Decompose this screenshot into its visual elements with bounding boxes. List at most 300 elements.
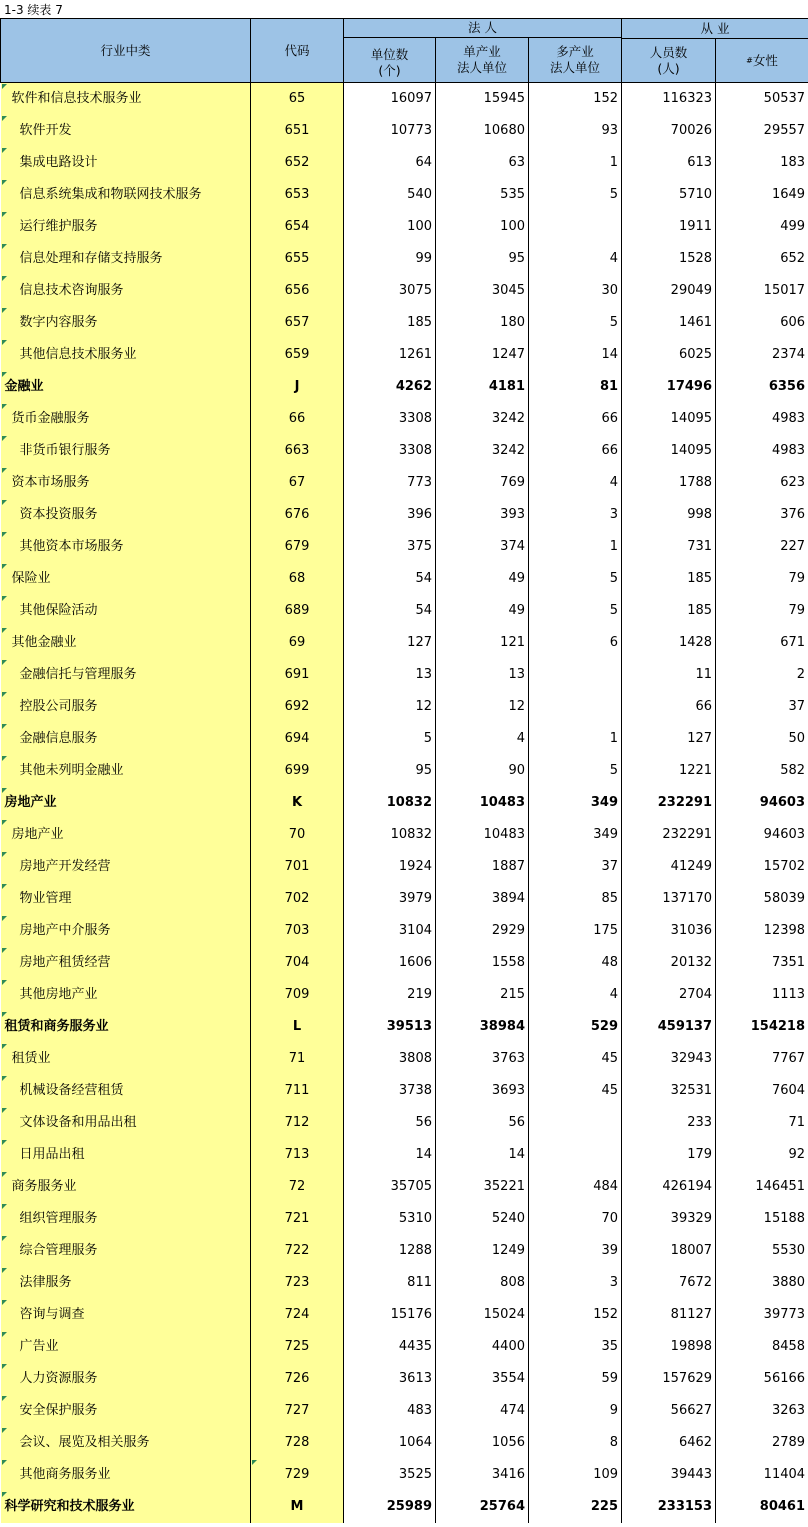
header-female-mark: # <box>746 55 753 65</box>
header-employees-group <box>622 19 808 83</box>
cell-industry: 人力资源服务 <box>1 1363 251 1395</box>
cell-employees: 17496 <box>622 371 716 403</box>
cell-code: 66 <box>251 403 344 435</box>
cell-single-industry: 49 <box>436 563 529 595</box>
cell-female: 94603 <box>716 787 808 819</box>
cell-legal-units: 375 <box>344 531 436 563</box>
table-row <box>1 531 808 563</box>
cell-female: 183 <box>716 147 808 179</box>
cell-legal-units: 10832 <box>344 819 436 851</box>
cell-female: 15188 <box>716 1203 808 1235</box>
cell-code: 65 <box>251 83 344 116</box>
cell-code: 694 <box>251 723 344 755</box>
cell-legal-units: 54 <box>344 595 436 627</box>
cell-code: L <box>251 1011 344 1043</box>
cell-multi-industry: 349 <box>529 819 622 851</box>
cell-industry: 信息技术咨询服务 <box>1 275 251 307</box>
cell-employees: 1461 <box>622 307 716 339</box>
cell-code: 713 <box>251 1139 344 1171</box>
cell-multi-industry: 70 <box>529 1203 622 1235</box>
cell-single-industry: 90 <box>436 755 529 787</box>
cell-multi-industry: 8 <box>529 1427 622 1459</box>
cell-legal-units: 64 <box>344 147 436 179</box>
cell-industry: 会议、展览及相关服务 <box>1 1427 251 1459</box>
cell-legal-units: 35705 <box>344 1171 436 1203</box>
table-row <box>1 1235 808 1267</box>
cell-code: 727 <box>251 1395 344 1427</box>
cell-single-industry: 769 <box>436 467 529 499</box>
table-row <box>1 115 808 147</box>
cell-legal-units: 10773 <box>344 115 436 147</box>
cell-code: M <box>251 1491 344 1523</box>
cell-female: 50537 <box>716 83 808 116</box>
cell-multi-industry: 1 <box>529 531 622 563</box>
cell-female: 29557 <box>716 115 808 147</box>
cell-multi-industry: 5 <box>529 563 622 595</box>
table-row <box>1 1331 808 1363</box>
cell-multi-industry: 3 <box>529 499 622 531</box>
cell-single-industry: 121 <box>436 627 529 659</box>
cell-code: 724 <box>251 1299 344 1331</box>
cell-industry: 房地产开发经营 <box>1 851 251 883</box>
cell-code: 651 <box>251 115 344 147</box>
cell-industry: 金融信息服务 <box>1 723 251 755</box>
cell-code: 679 <box>251 531 344 563</box>
cell-multi-industry: 109 <box>529 1459 622 1491</box>
cell-employees: 731 <box>622 531 716 563</box>
cell-industry: 房地产业 <box>1 787 251 819</box>
cell-industry: 法律服务 <box>1 1267 251 1299</box>
cell-single-industry: 374 <box>436 531 529 563</box>
cell-multi-industry: 45 <box>529 1043 622 1075</box>
cell-female: 376 <box>716 499 808 531</box>
cell-multi-industry <box>529 211 622 243</box>
cell-single-industry: 215 <box>436 979 529 1011</box>
cell-female: 3263 <box>716 1395 808 1427</box>
cell-employees: 1528 <box>622 243 716 275</box>
cell-single-industry: 1249 <box>436 1235 529 1267</box>
cell-single-industry: 95 <box>436 243 529 275</box>
cell-legal-units: 3075 <box>344 275 436 307</box>
cell-employees: 56627 <box>622 1395 716 1427</box>
cell-multi-industry: 9 <box>529 1395 622 1427</box>
cell-female: 4983 <box>716 435 808 467</box>
table-row <box>1 147 808 179</box>
cell-employees: 233 <box>622 1107 716 1139</box>
cell-legal-units: 10832 <box>344 787 436 819</box>
cell-code: 652 <box>251 147 344 179</box>
cell-employees: 19898 <box>622 1331 716 1363</box>
cell-code: 711 <box>251 1075 344 1107</box>
cell-multi-industry: 5 <box>529 179 622 211</box>
cell-single-industry: 1056 <box>436 1427 529 1459</box>
cell-employees: 613 <box>622 147 716 179</box>
cell-employees: 41249 <box>622 851 716 883</box>
cell-employees: 6462 <box>622 1427 716 1459</box>
table-row <box>1 403 808 435</box>
table-header <box>1 19 808 83</box>
cell-legal-units: 54 <box>344 563 436 595</box>
cell-legal-units: 127 <box>344 627 436 659</box>
cell-single-industry: 2929 <box>436 915 529 947</box>
cell-legal-units: 3979 <box>344 883 436 915</box>
header-multi-line2: 法人单位 <box>550 60 601 76</box>
table-row <box>1 371 808 403</box>
cell-legal-units: 4262 <box>344 371 436 403</box>
table-row <box>1 435 808 467</box>
cell-legal-units: 3308 <box>344 435 436 467</box>
cell-employees: 32531 <box>622 1075 716 1107</box>
cell-industry: 金融业 <box>1 371 251 403</box>
cell-code: 655 <box>251 243 344 275</box>
cell-legal-units: 100 <box>344 211 436 243</box>
table-row <box>1 979 808 1011</box>
cell-employees: 179 <box>622 1139 716 1171</box>
cell-code: 663 <box>251 435 344 467</box>
cell-industry: 其他未列明金融业 <box>1 755 251 787</box>
table-row <box>1 1139 808 1171</box>
cell-legal-units: 13 <box>344 659 436 691</box>
cell-legal-units: 99 <box>344 243 436 275</box>
cell-industry: 其他信息技术服务业 <box>1 339 251 371</box>
cell-multi-industry <box>529 1107 622 1139</box>
cell-industry: 房地产租赁经营 <box>1 947 251 979</box>
cell-legal-units: 1288 <box>344 1235 436 1267</box>
header-employees-top: 从 业 <box>621 19 808 39</box>
cell-multi-industry: 48 <box>529 947 622 979</box>
cell-multi-industry: 349 <box>529 787 622 819</box>
cell-industry: 软件开发 <box>1 115 251 147</box>
cell-employees: 7672 <box>622 1267 716 1299</box>
table-row <box>1 83 808 116</box>
cell-code: 704 <box>251 947 344 979</box>
cell-employees: 127 <box>622 723 716 755</box>
cell-legal-units: 811 <box>344 1267 436 1299</box>
cell-single-industry: 1887 <box>436 851 529 883</box>
table-row <box>1 1427 808 1459</box>
cell-multi-industry: 5 <box>529 307 622 339</box>
cell-multi-industry: 5 <box>529 595 622 627</box>
cell-legal-units: 3613 <box>344 1363 436 1395</box>
table-row <box>1 1043 808 1075</box>
cell-single-industry: 13 <box>436 659 529 691</box>
cell-legal-units: 773 <box>344 467 436 499</box>
cell-multi-industry: 37 <box>529 851 622 883</box>
cell-female: 5530 <box>716 1235 808 1267</box>
cell-employees: 116323 <box>622 83 716 116</box>
cell-employees: 1788 <box>622 467 716 499</box>
cell-female: 11404 <box>716 1459 808 1491</box>
cell-female: 2789 <box>716 1427 808 1459</box>
cell-single-industry: 3763 <box>436 1043 529 1075</box>
cell-single-industry: 393 <box>436 499 529 531</box>
cell-single-industry: 49 <box>436 595 529 627</box>
cell-industry: 数字内容服务 <box>1 307 251 339</box>
cell-industry: 金融信托与管理服务 <box>1 659 251 691</box>
cell-code: 702 <box>251 883 344 915</box>
cell-employees: 459137 <box>622 1011 716 1043</box>
cell-employees: 185 <box>622 563 716 595</box>
cell-code: 656 <box>251 275 344 307</box>
cell-code: 722 <box>251 1235 344 1267</box>
cell-code: 699 <box>251 755 344 787</box>
cell-code: 712 <box>251 1107 344 1139</box>
cell-industry: 其他商务服务业 <box>1 1459 251 1491</box>
cell-employees: 426194 <box>622 1171 716 1203</box>
cell-code: 709 <box>251 979 344 1011</box>
table-row <box>1 851 808 883</box>
cell-single-industry: 3242 <box>436 403 529 435</box>
table-row <box>1 691 808 723</box>
cell-legal-units: 95 <box>344 755 436 787</box>
cell-industry: 租赁业 <box>1 1043 251 1075</box>
cell-employees: 998 <box>622 499 716 531</box>
cell-female: 7351 <box>716 947 808 979</box>
header-employees-line2: 人员数 <box>649 44 688 60</box>
cell-legal-units: 3738 <box>344 1075 436 1107</box>
cell-female: 671 <box>716 627 808 659</box>
cell-code: 729 <box>251 1459 344 1491</box>
cell-code: 654 <box>251 211 344 243</box>
cell-employees: 5710 <box>622 179 716 211</box>
cell-single-industry: 10483 <box>436 787 529 819</box>
cell-multi-industry: 175 <box>529 915 622 947</box>
cell-single-industry: 535 <box>436 179 529 211</box>
cell-industry: 软件和信息技术服务业 <box>1 83 251 116</box>
cell-legal-units: 1064 <box>344 1427 436 1459</box>
cell-single-industry: 38984 <box>436 1011 529 1043</box>
header-legal-units-line3: (个) <box>378 63 401 78</box>
cell-single-industry: 15945 <box>436 83 529 116</box>
cell-single-industry: 3242 <box>436 435 529 467</box>
cell-female: 50 <box>716 723 808 755</box>
cell-employees: 66 <box>622 691 716 723</box>
cell-employees: 81127 <box>622 1299 716 1331</box>
cell-legal-units: 3525 <box>344 1459 436 1491</box>
header-legal-units-top: 法 人 <box>344 19 622 38</box>
cell-code: 68 <box>251 563 344 595</box>
cell-industry: 货币金融服务 <box>1 403 251 435</box>
table-row <box>1 947 808 979</box>
cell-legal-units: 396 <box>344 499 436 531</box>
cell-employees: 11 <box>622 659 716 691</box>
table-row <box>1 1299 808 1331</box>
cell-multi-industry: 59 <box>529 1363 622 1395</box>
cell-single-industry: 56 <box>436 1107 529 1139</box>
cell-employees: 29049 <box>622 275 716 307</box>
cell-multi-industry <box>529 1139 622 1171</box>
cell-code: 691 <box>251 659 344 691</box>
cell-employees: 2704 <box>622 979 716 1011</box>
cell-industry: 运行维护服务 <box>1 211 251 243</box>
cell-legal-units: 219 <box>344 979 436 1011</box>
cell-industry: 安全保护服务 <box>1 1395 251 1427</box>
cell-employees: 157629 <box>622 1363 716 1395</box>
cell-single-industry: 3693 <box>436 1075 529 1107</box>
header-female <box>716 39 808 82</box>
cell-single-industry: 4 <box>436 723 529 755</box>
cell-single-industry: 35221 <box>436 1171 529 1203</box>
cell-industry: 其他保险活动 <box>1 595 251 627</box>
cell-single-industry: 100 <box>436 211 529 243</box>
cell-industry: 其他房地产业 <box>1 979 251 1011</box>
cell-industry: 控股公司服务 <box>1 691 251 723</box>
table-row <box>1 211 808 243</box>
cell-multi-industry: 66 <box>529 435 622 467</box>
cell-single-industry: 3416 <box>436 1459 529 1491</box>
cell-legal-units: 1261 <box>344 339 436 371</box>
cell-multi-industry: 6 <box>529 627 622 659</box>
cell-legal-units: 25989 <box>344 1491 436 1523</box>
cell-legal-units: 14 <box>344 1139 436 1171</box>
cell-single-industry: 63 <box>436 147 529 179</box>
cell-industry: 物业管理 <box>1 883 251 915</box>
cell-code: 728 <box>251 1427 344 1459</box>
cell-employees: 6025 <box>622 339 716 371</box>
cell-female: 37 <box>716 691 808 723</box>
cell-legal-units: 56 <box>344 1107 436 1139</box>
cell-female: 623 <box>716 467 808 499</box>
cell-single-industry: 15024 <box>436 1299 529 1331</box>
cell-industry: 租赁和商务服务业 <box>1 1011 251 1043</box>
cell-legal-units: 540 <box>344 179 436 211</box>
cell-multi-industry: 85 <box>529 883 622 915</box>
table-row <box>1 339 808 371</box>
cell-legal-units: 1606 <box>344 947 436 979</box>
cell-multi-industry: 66 <box>529 403 622 435</box>
cell-industry: 日用品出租 <box>1 1139 251 1171</box>
table-title: 1-3 续表 7 <box>4 3 63 17</box>
cell-legal-units: 3104 <box>344 915 436 947</box>
table-row <box>1 787 808 819</box>
cell-female: 582 <box>716 755 808 787</box>
cell-single-industry: 14 <box>436 1139 529 1171</box>
table-row <box>1 275 808 307</box>
cell-multi-industry: 35 <box>529 1331 622 1363</box>
table-row <box>1 659 808 691</box>
table-row <box>1 179 808 211</box>
cell-multi-industry: 4 <box>529 979 622 1011</box>
table-row <box>1 1107 808 1139</box>
table-row <box>1 1075 808 1107</box>
cell-single-industry: 3894 <box>436 883 529 915</box>
cell-code: 657 <box>251 307 344 339</box>
cell-employees: 14095 <box>622 403 716 435</box>
cell-industry: 信息系统集成和物联网技术服务 <box>1 179 251 211</box>
cell-multi-industry: 4 <box>529 467 622 499</box>
cell-female: 80461 <box>716 1491 808 1523</box>
cell-employees: 137170 <box>622 883 716 915</box>
cell-single-industry: 25764 <box>436 1491 529 1523</box>
header-female-label: 女性 <box>752 52 778 68</box>
table-row <box>1 755 808 787</box>
cell-legal-units: 3308 <box>344 403 436 435</box>
cell-female: 15702 <box>716 851 808 883</box>
table-row <box>1 563 808 595</box>
cell-employees: 233153 <box>622 1491 716 1523</box>
cell-employees: 39443 <box>622 1459 716 1491</box>
table-row <box>1 1011 808 1043</box>
cell-code: 69 <box>251 627 344 659</box>
header-multi-line1: 多产业 <box>556 44 594 60</box>
cell-code: 703 <box>251 915 344 947</box>
cell-multi-industry: 152 <box>529 83 622 116</box>
cell-employees: 1428 <box>622 627 716 659</box>
cell-employees: 32943 <box>622 1043 716 1075</box>
header-legal-units <box>344 38 436 83</box>
cell-code: 72 <box>251 1171 344 1203</box>
cell-employees: 18007 <box>622 1235 716 1267</box>
cell-single-industry: 3554 <box>436 1363 529 1395</box>
table-row <box>1 1395 808 1427</box>
cell-code: 721 <box>251 1203 344 1235</box>
cell-multi-industry: 93 <box>529 115 622 147</box>
cell-industry: 机械设备经营租赁 <box>1 1075 251 1107</box>
cell-industry: 广告业 <box>1 1331 251 1363</box>
table-row <box>1 1363 808 1395</box>
cell-code: K <box>251 787 344 819</box>
cell-multi-industry <box>529 691 622 723</box>
cell-single-industry: 1558 <box>436 947 529 979</box>
cell-legal-units: 16097 <box>344 83 436 116</box>
cell-single-industry: 180 <box>436 307 529 339</box>
table-row <box>1 883 808 915</box>
cell-female: 58039 <box>716 883 808 915</box>
cell-employees: 232291 <box>622 819 716 851</box>
cell-multi-industry: 5 <box>529 755 622 787</box>
cell-female: 499 <box>716 211 808 243</box>
table-row <box>1 243 808 275</box>
cell-female: 8458 <box>716 1331 808 1363</box>
cell-industry: 科学研究和技术服务业 <box>1 1491 251 1523</box>
cell-employees: 31036 <box>622 915 716 947</box>
cell-single-industry: 4181 <box>436 371 529 403</box>
cell-legal-units: 15176 <box>344 1299 436 1331</box>
cell-industry: 组织管理服务 <box>1 1203 251 1235</box>
cell-code: 67 <box>251 467 344 499</box>
cell-industry: 资本市场服务 <box>1 467 251 499</box>
table-row <box>1 467 808 499</box>
cell-single-industry: 10483 <box>436 819 529 851</box>
cell-industry: 资本投资服务 <box>1 499 251 531</box>
header-single-line1: 单产业 <box>463 44 501 60</box>
cell-female: 154218 <box>716 1011 808 1043</box>
header-multi-industry <box>529 38 622 83</box>
cell-employees: 14095 <box>622 435 716 467</box>
cell-employees: 1911 <box>622 211 716 243</box>
cell-single-industry: 5240 <box>436 1203 529 1235</box>
table-row <box>1 819 808 851</box>
table-row <box>1 1459 808 1491</box>
cell-employees: 39329 <box>622 1203 716 1235</box>
table-row <box>1 1267 808 1299</box>
cell-female: 79 <box>716 563 808 595</box>
cell-female: 2 <box>716 659 808 691</box>
table-body <box>1 83 808 1524</box>
cell-single-industry: 12 <box>436 691 529 723</box>
table-row <box>1 915 808 947</box>
cell-female: 39773 <box>716 1299 808 1331</box>
cell-multi-industry: 39 <box>529 1235 622 1267</box>
cell-code: 689 <box>251 595 344 627</box>
cell-industry: 保险业 <box>1 563 251 595</box>
cell-multi-industry: 225 <box>529 1491 622 1523</box>
cell-employees: 20132 <box>622 947 716 979</box>
cell-female: 146451 <box>716 1171 808 1203</box>
cell-female: 2374 <box>716 339 808 371</box>
table-row <box>1 723 808 755</box>
cell-employees: 185 <box>622 595 716 627</box>
